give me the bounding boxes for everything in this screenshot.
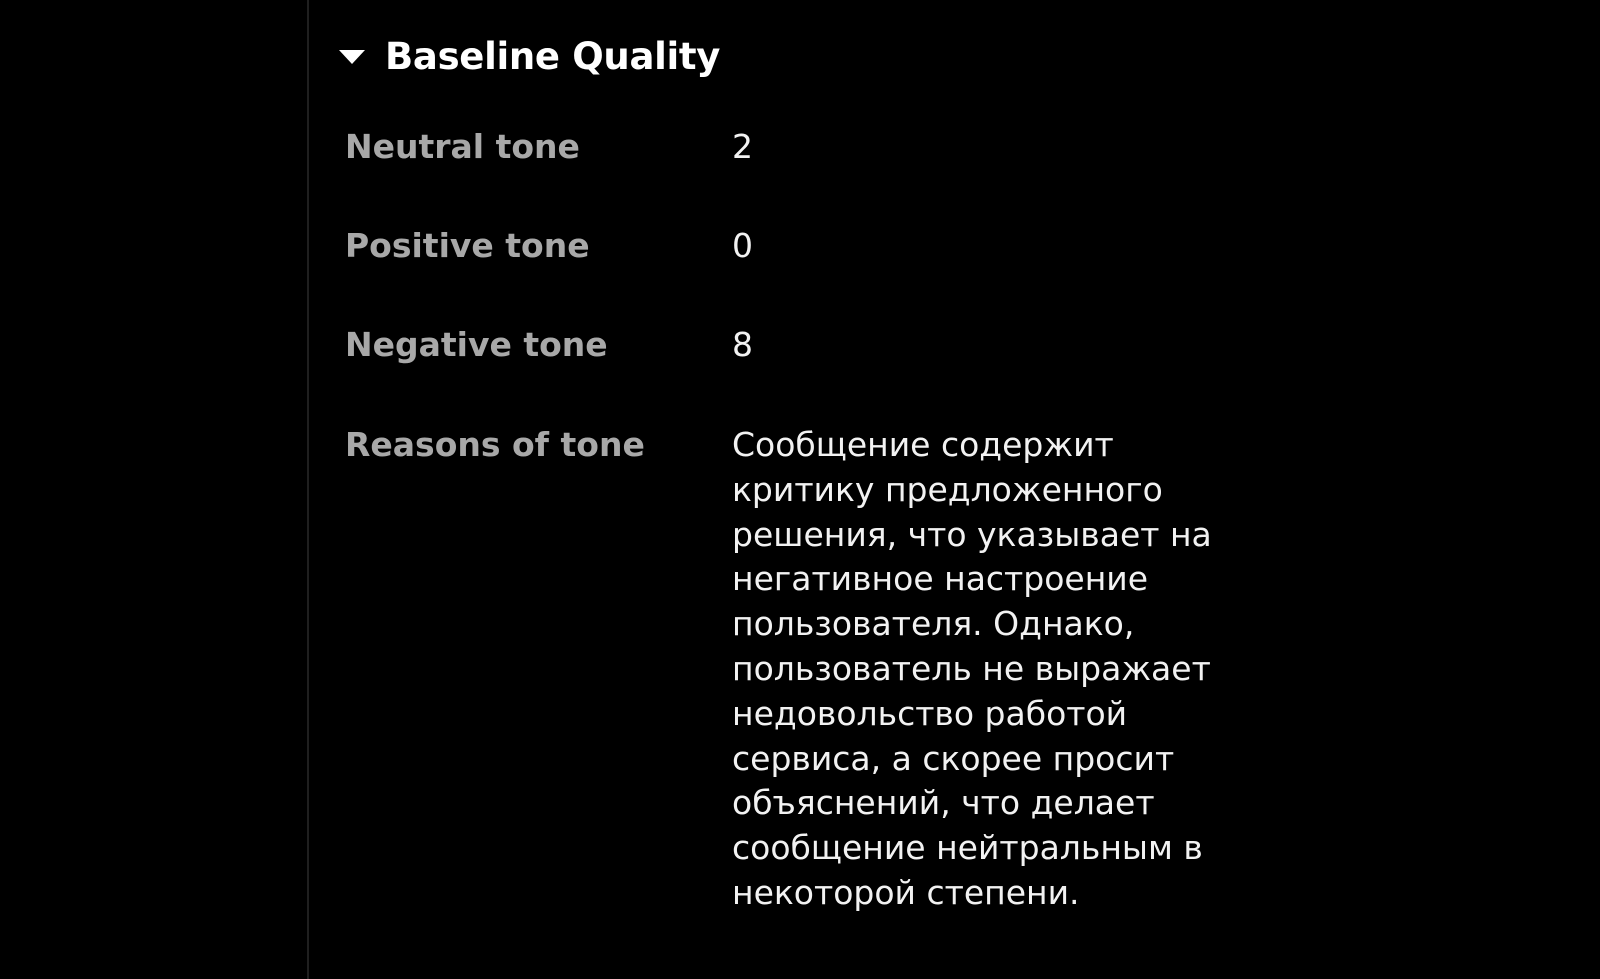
field-value: 0 (732, 226, 753, 265)
triangle-down-icon[interactable] (339, 50, 365, 64)
field-label: Reasons of tone (345, 425, 645, 464)
field-label: Neutral tone (345, 127, 580, 166)
field-label: Negative tone (345, 325, 608, 364)
field-label: Positive tone (345, 226, 590, 265)
field-value: 8 (732, 325, 753, 364)
baseline-quality-section (309, 0, 1600, 979)
field-value: 2 (732, 127, 753, 166)
left-panel (0, 0, 307, 979)
section-title: Baseline Quality (385, 34, 721, 78)
field-value-reasons-text: Сообщение содержит критику предложенного решения, что указывает на негативное настроение пользователя. Однако, пользователь не выражает недовольство работой сервиса, а скорее просит объяснений, что делает сообщение нейтральным в некоторой степени. (732, 425, 1212, 912)
section-header-toggle[interactable] (339, 30, 720, 82)
